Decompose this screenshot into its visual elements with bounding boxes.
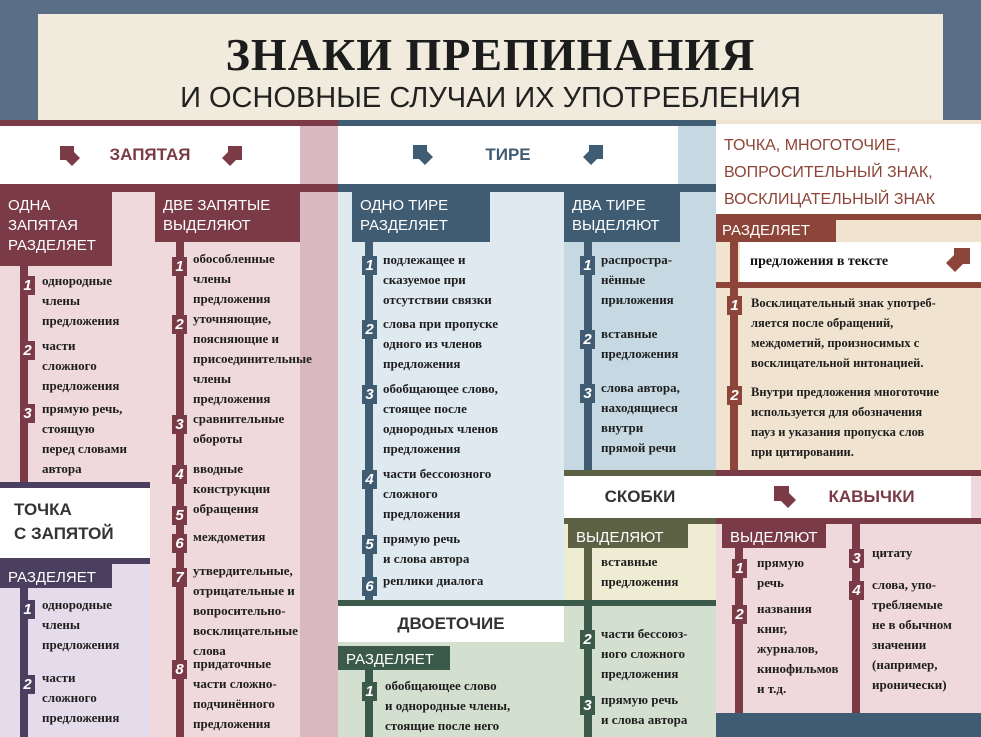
number-badge: 2: [20, 675, 35, 694]
list-item: слова при пропуске одного из членов предложения: [383, 316, 498, 371]
list-item: придаточные части сложно- подчинённого предложения: [193, 656, 277, 731]
arrow-down-right-icon: [411, 143, 435, 167]
number-badge: 2: [580, 330, 595, 349]
quotes-label: ВЫДЕЛЯЮТ: [722, 524, 826, 548]
number-badge: 3: [849, 549, 864, 568]
arrow-down-left-icon: [220, 144, 242, 166]
semicolon-label: РАЗДЕЛЯЕТ: [0, 564, 112, 588]
semicolon-header: ТОЧКА С ЗАПЯТОЙ: [0, 488, 150, 558]
list-item: части бессоюз- ного сложного предложения: [601, 626, 688, 681]
list-item: цитату: [872, 545, 913, 560]
list-item: Внутри предложения многоточие используется для обозначения пауз и указания пропуска слов при цитировании.: [751, 385, 940, 459]
list-item: прямую речь: [757, 555, 805, 590]
number-badge: 2: [580, 630, 595, 649]
number-badge: 6: [362, 577, 377, 596]
comma-header: ЗАПЯТАЯ: [0, 126, 300, 184]
arrow-down-left-icon: [944, 246, 972, 279]
number-badge: 4: [849, 581, 864, 600]
number-badge: 1: [362, 256, 377, 275]
number-badge: 1: [20, 600, 35, 619]
number-badge: 2: [20, 341, 35, 360]
list-item: сравнительные обороты: [193, 411, 285, 446]
list-item: прямую речь и слова автора: [383, 531, 470, 566]
number-badge: 2: [362, 320, 377, 339]
double-dash-label: ДВА ТИРЕ ВЫДЕЛЯЮТ: [564, 192, 680, 242]
colon-header: ДВОЕТОЧИЕ: [338, 606, 564, 642]
list-item: вводные конструкции: [193, 461, 271, 496]
list-item: прямую речь, стоящую перед словами автора: [42, 401, 128, 476]
brackets-header: СКОБКИ: [564, 476, 716, 518]
dash-header: ТИРЕ: [338, 126, 678, 184]
list-item: слова, упо- требляемые не в обычном значении (например, иронически): [872, 577, 952, 692]
arrow-down-left-icon: [581, 143, 605, 167]
arrow-down-right-icon: [772, 484, 798, 510]
list-item: обращения: [193, 501, 259, 516]
list-item: утвердительные, отрицательные и вопросительно- восклицательные слова: [193, 563, 298, 658]
list-item: обобщающее слово, стоящее после однородных членов предложения: [383, 381, 499, 456]
single-comma-label: ОДНА ЗАПЯТАЯ РАЗДЕЛЯЕТ: [0, 192, 112, 266]
number-badge: 5: [172, 506, 187, 525]
number-badge: 1: [362, 682, 377, 701]
number-badge: 3: [580, 384, 595, 403]
period-header: ТОЧКА, МНОГОТОЧИЕ, ВОПРОСИТЕЛЬНЫЙ ЗНАК, ВОСКЛИЦАТЕЛЬНЫЙ ЗНАК: [716, 124, 981, 214]
period-target: предложения в тексте: [740, 242, 981, 282]
list-item: реплики диалога: [383, 573, 484, 588]
list-item: распростра- нённые приложения: [601, 252, 674, 307]
number-badge: 3: [20, 404, 35, 423]
number-badge: 6: [172, 534, 187, 553]
list-item: вставные предложения: [601, 326, 679, 361]
double-comma-label: ДВЕ ЗАПЯТЫЕ ВЫДЕЛЯЮТ: [155, 192, 300, 242]
list-item: Восклицательный знак употреб- ляется после обращений, междометий, произносимых с восклицательной интонацией.: [751, 296, 936, 370]
number-badge: 3: [172, 415, 187, 434]
list-item: слова автора, находящиеся внутри прямой речи: [601, 380, 680, 455]
number-badge: 4: [172, 465, 187, 484]
list-item: однородные члены предложения: [42, 273, 120, 328]
number-badge: 1: [580, 256, 595, 275]
number-badge: 1: [172, 257, 187, 276]
list-item: части бессоюзного сложного предложения: [383, 466, 492, 521]
list-item: вставные предложения: [601, 554, 679, 589]
list-item: части сложного предложения: [42, 670, 120, 725]
number-badge: 1: [732, 559, 747, 578]
brackets-label: ВЫДЕЛЯЮТ: [568, 524, 688, 548]
list-item: обобщающее слово и однородные члены, стоящие после него: [385, 678, 511, 733]
number-badge: 2: [732, 605, 747, 624]
list-item: прямую речь и слова автора: [601, 692, 688, 727]
list-item: части сложного предложения: [42, 338, 120, 393]
colon-label: РАЗДЕЛЯЕТ: [338, 646, 450, 670]
number-badge: 4: [362, 470, 377, 489]
title-banner: [38, 14, 943, 120]
number-badge: 3: [580, 696, 595, 715]
list-item: междометия: [193, 529, 266, 544]
number-badge: 8: [172, 660, 187, 679]
list-item: однородные члены предложения: [42, 597, 120, 652]
single-dash-label: ОДНО ТИРЕ РАЗДЕЛЯЕТ: [352, 192, 490, 242]
page-title: ЗНАКИ ПРЕПИНАНИЯ: [225, 29, 756, 80]
number-badge: 1: [727, 296, 742, 315]
number-badge: 1: [20, 276, 35, 295]
list-item: подлежащее и сказуемое при отсутствии связки: [383, 252, 492, 307]
period-label: РАЗДЕЛЯЕТ: [716, 220, 836, 242]
arrow-down-right-icon: [58, 144, 80, 166]
number-badge: 2: [172, 315, 187, 334]
list-item: уточняющие, поясняющие и присоединительные члены предложения: [193, 311, 312, 406]
number-badge: 3: [362, 385, 377, 404]
number-badge: 2: [727, 386, 742, 405]
number-badge: 7: [172, 568, 187, 587]
quotes-header: КАВЫЧКИ: [716, 476, 971, 518]
list-item: названия книг, журналов, кинофильмов и т.д.: [757, 601, 839, 696]
number-badge: 5: [362, 535, 377, 554]
list-item: обособленные члены предложения: [193, 251, 275, 306]
page-subtitle: И ОСНОВНЫЕ СЛУЧАИ ИХ УПОТРЕБЛЕНИЯ: [180, 82, 801, 114]
